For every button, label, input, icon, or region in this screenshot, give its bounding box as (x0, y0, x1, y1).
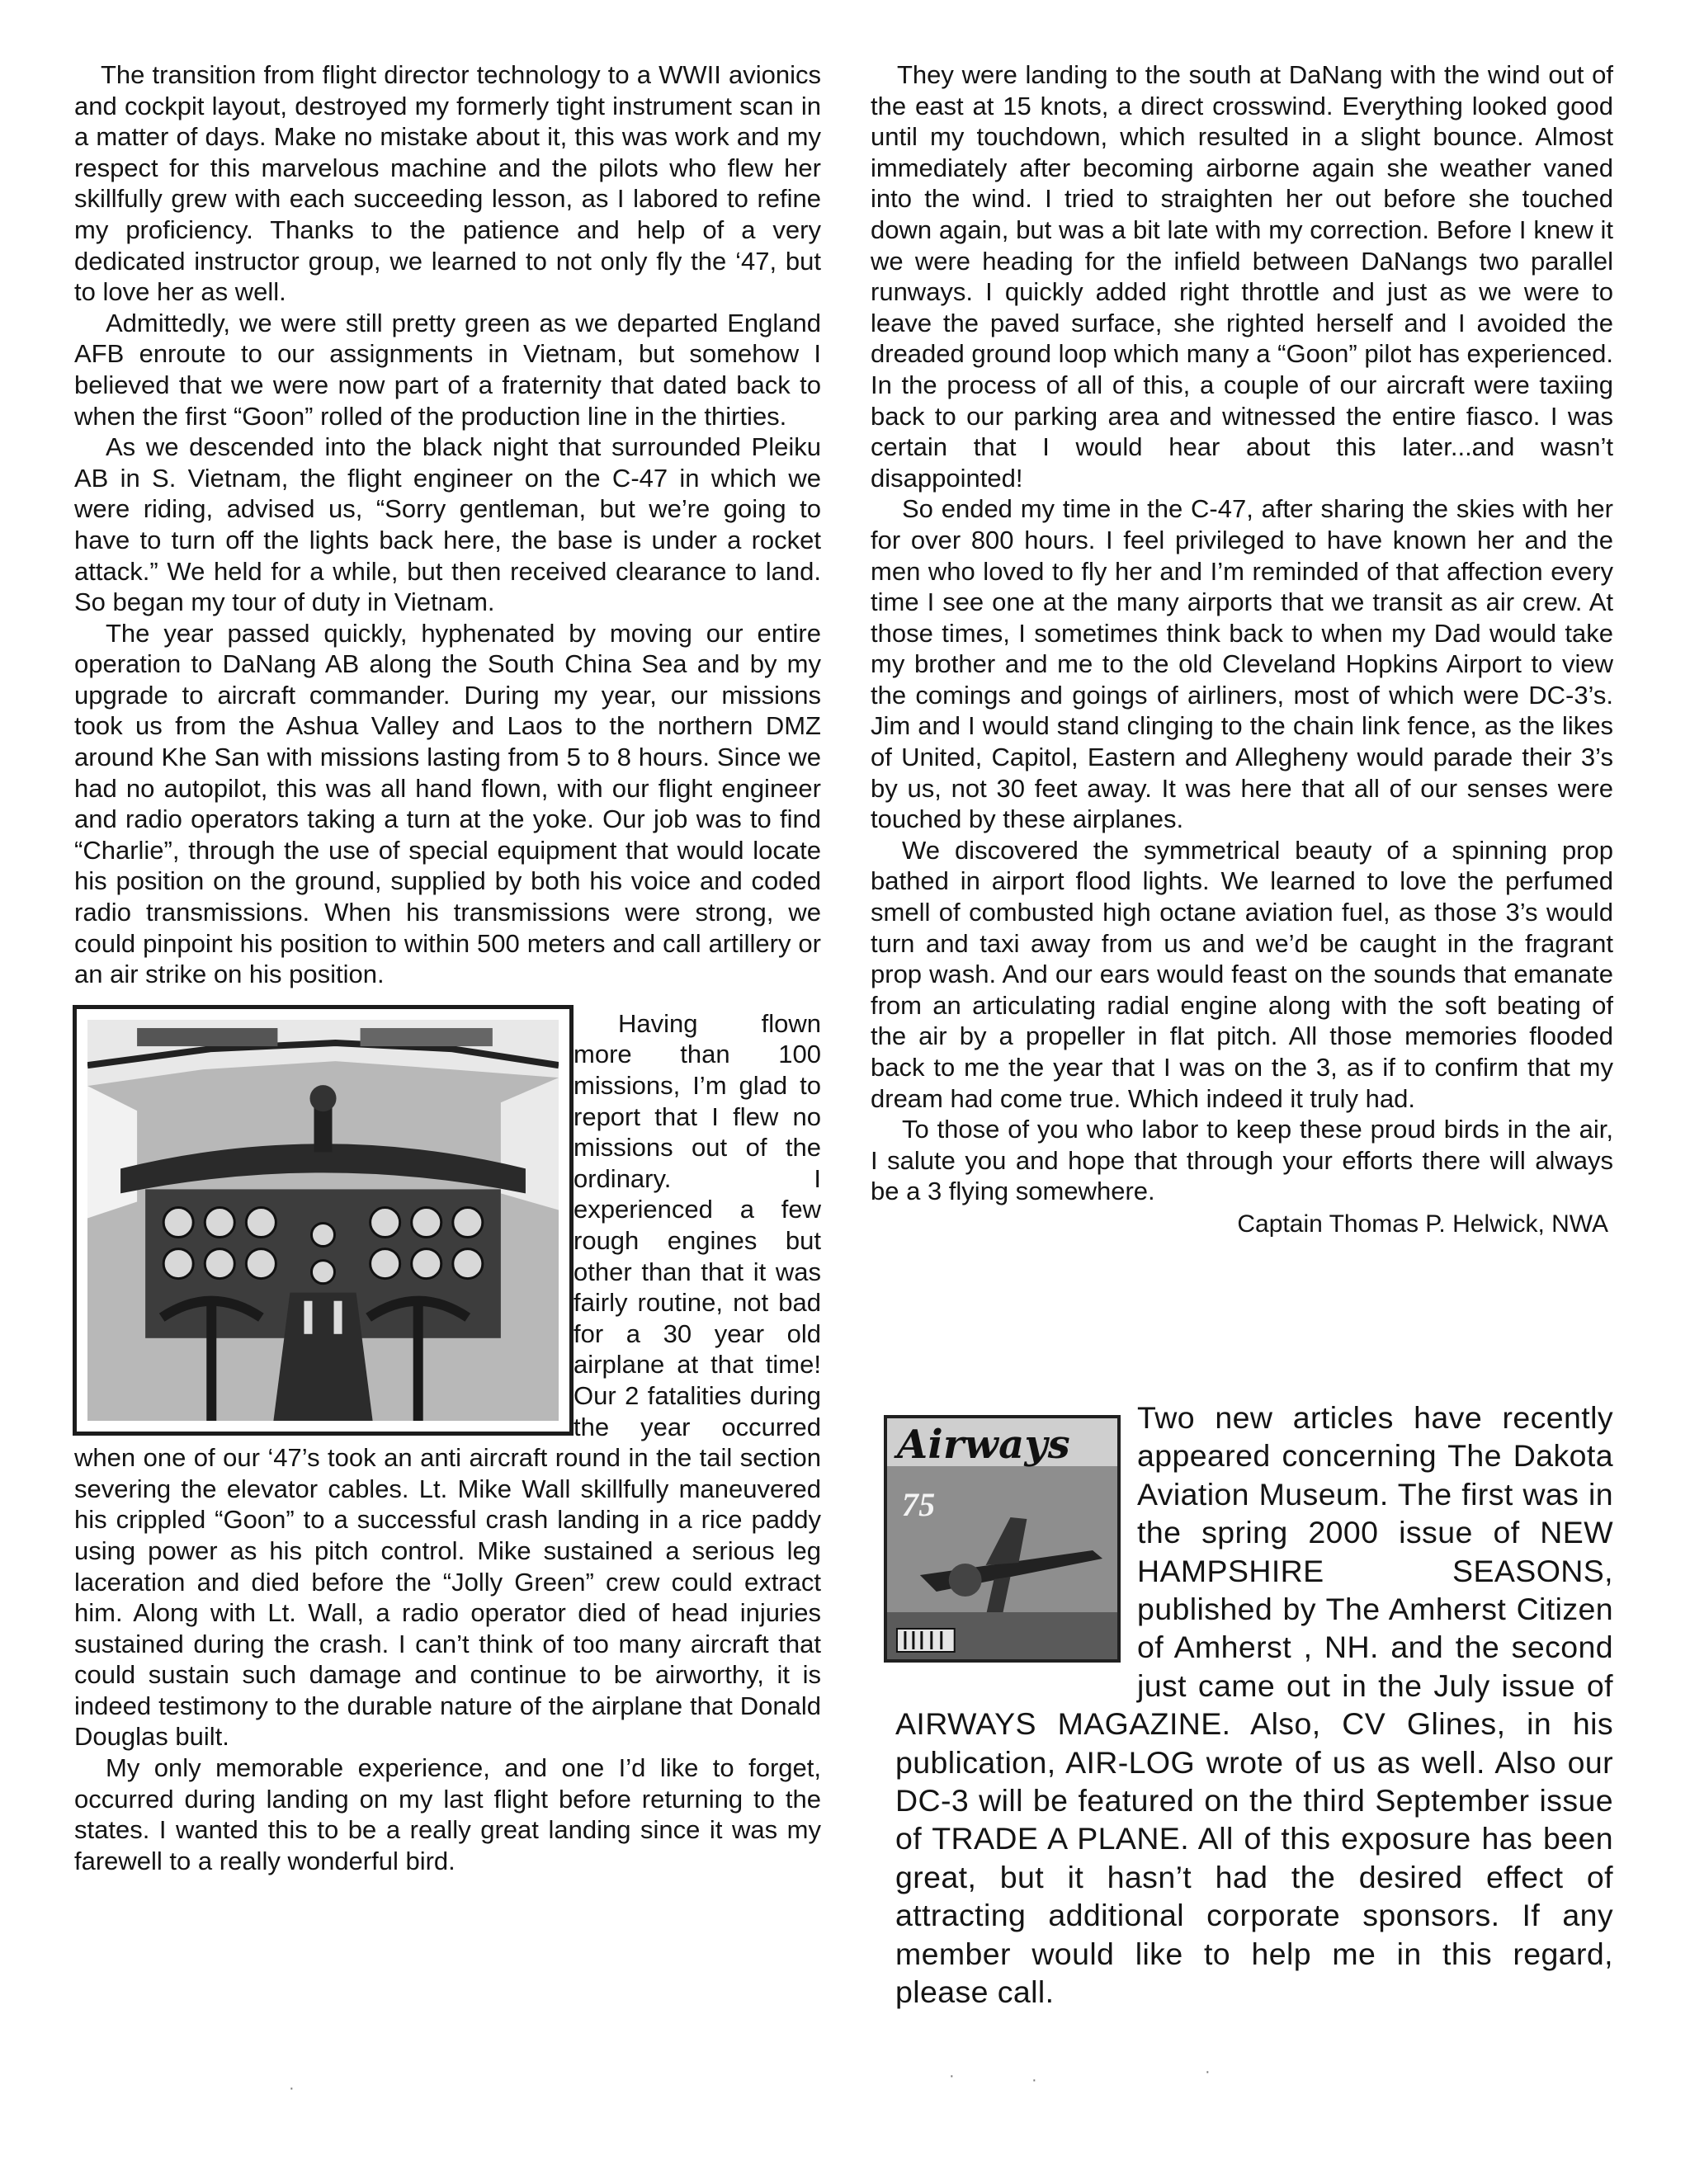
author-signature: Captain Thomas P. Helwick, NWA (1237, 1210, 1608, 1238)
cockpit-photo (73, 1005, 574, 1436)
scan-speck: · (949, 2067, 955, 2085)
magazine-masthead: Airways (896, 1421, 1071, 1469)
paragraph: Admittedly, we were still pretty green as we departed England AFB enroute to our assignments in Vietnam, but somehow I believed that we were now part of a fraternity that dated back to when the first “Goon” rolled of the production line in the thirties. (74, 308, 821, 431)
magazine-cover-image (887, 1418, 1117, 1659)
paragraph: So ended my time in the C-47, after sharing the skies with her for over 800 hours. I feel privileged to have known her and the men who loved to fly her and I’m reminded of that affection every time I see one at the many airports that we transit as air crew. At those times, I sometimes think back to when my Dad would take my brother and me to the old Cleveland Hopkins Airport to view the comings and goings of airliners, most of which were DC-3’s. Jim and I would stand clinging to the chain link fence, as the likes of United, Capitol, Eastern and Allegheny would parade their 3’s by us, not 30 feet away. It was here that all of our senses were touched by these airplanes. (871, 494, 1613, 834)
paragraph: We discovered the symmetrical beauty of a spinning prop bathed in airport flood lights. We learned to love the perfumed smell of combusted high octane aviation fuel, as those 3’s would turn and taxi away from us and we’d be caught in the fragrant prop wash. And our ears would feast on the sounds that emanate from an articulating radial engine along with the soft beating of the air by a propeller in flat pitch. All those memories flooded back to me the year that I was on the 3, as if to confirm that my dream had come true. Which indeed it truly had. (871, 835, 1613, 1113)
right-column (871, 59, 1613, 1240)
scan-speck: · (289, 2079, 295, 2097)
paragraph: My only memorable experience, and one I’d like to forget, occurred during landing on my last flight before returning to the states. I wanted this to be a really great landing since it was my farewell to a really wonderful bird. (74, 1753, 821, 1875)
announcement-box (895, 1399, 1613, 2012)
paragraph: As we descended into the black night that surrounded Pleiku AB in S. Vietnam, the flight engineer on the C-47 in which we were riding, advised us, “Sorry gentleman, but we’re going to have to turn off the lights back here, the base is under a rocket attack.” We held for a while, but then received clearance to land. So began my tour of duty in Vietnam. (74, 432, 821, 617)
airways-magazine-cover (884, 1415, 1121, 1663)
magazine-issue-number: 75 (901, 1485, 936, 1524)
paragraph: To those of you who labor to keep these proud birds in the air, I salute you and hope that through your efforts there will always be a 3 flying somewhere. (871, 1115, 1613, 1206)
paragraph: The year passed quickly, hyphenated by moving our entire operation to DaNang AB along the South China Sea and by my upgrade to aircraft commander. During my year, our missions took us from the Ashua Valley and Laos to the northern DMZ around Khe San with missions lasting from 5 to 8 hours. Since we had no autopilot, this was all hand flown, with our flight engineer and radio operators taking a turn at the yoke. Our job was to find “Charlie”, through the use of special equipment that would locate his position on the ground, supplied by both his voice and coded radio transmissions. When his transmissions were strong, we could pinpoint his position to within 500 meters and call artillery or an air strike on his position. (74, 618, 821, 989)
left-column (74, 59, 821, 1876)
cockpit-image (87, 1020, 559, 1421)
paragraph: Having flown more than 100 missions, I’m glad to report that I flew no missions out of the ordinary. I experienced a few rough engines but other than that it was fairly routine, not bad for a 30 year old airplane at that time! Our 2 fatalities during the year occurred when one of our ‘47’s took an anti aircraft round in the tail section severing the elevator cables. Lt. Mike Wall skillfully maneuvered his crippled “Goon” to a successful crash landing in a rice paddy using power as his pitch control. Mike sustained a serious leg laceration and died before the “Jolly Green” crew could extract him. Along with Lt. Wall, a radio operator died of head injuries sustained during the crash. I can’t think of too many aircraft that could sustain such damage and continue to be airworthy, it is indeed testimony to the durable nature of the airplane that Donald Douglas built. (74, 1008, 821, 1752)
paragraph: They were landing to the south at DaNang with the wind out of the east at 15 knots, a direct crosswind. Everything looked good until my touchdown, which resulted in a slight bounce. Almost immediately after becoming airborne again she weather vaned into the wind. I tried to straighten her out before she touched down again, but was a bit late with my correction. Before I knew it we were heading for the infield between DaNangs two parallel runways. I quickly added right throttle and just as we were to leave the paved surface, she righted herself and I avoided the dreaded ground loop which many a “Goon” pilot has experienced. In the process of all of this, a couple of our aircraft were taxiing back to our parking area and witnessed the entire fiasco. I was certain that I would hear about this later...and wasn’t disappointed! (871, 60, 1613, 493)
announcement-text: Two new articles have recently appeared concerning The Dakota Aviation Museum. The first was in the spring 2000 issue of NEW HAMPSHIRE SEASONS, published by The Amherst Citizen of Amherst , NH. and the second just came out in the July issue of AIRWAYS MAGAZINE. Also, CV Glines, in his publication, AIR-LOG wrote of us as well. Also our DC-3 will be featured on the third September issue of TRADE A PLANE. All of this exposure has been great, but it hasn’t had the desired effect of attracting additional corporate sponsors. If any member would like to help me in this regard, please call. (895, 1400, 1613, 2010)
paragraph: The transition from flight director technology to a WWII avionics and cockpit layout, destroyed my formerly tight instrument scan in a matter of days. Make no mistake about it, this was work and my respect for this marvelous machine and the pilots who flew her skillfully grew with each succeeding lesson, as I labored to refine my proficiency. Thanks to the patience and help of a very dedicated instructor group, we learned to not only fly the ‘47, but to love her as well. (74, 60, 821, 307)
scan-speck: · (1031, 2071, 1037, 2089)
scan-speck: · (1205, 2063, 1211, 2081)
